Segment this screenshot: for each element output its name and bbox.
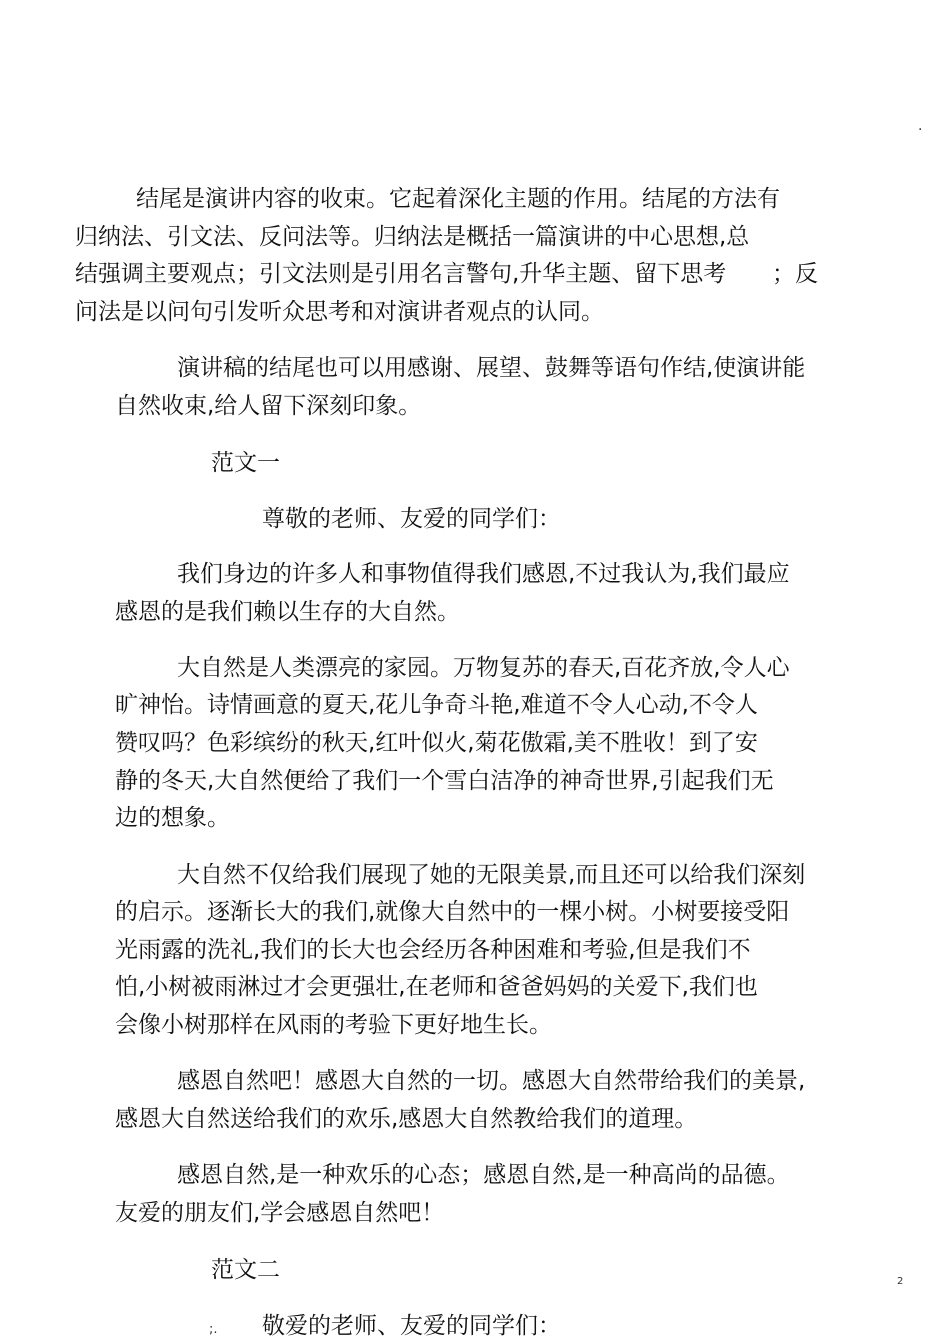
text-line: 旷神怡。诗情画意的夏天,花儿争奇斗艳,难道不令人心动,不令人 xyxy=(115,692,758,718)
text-line: 问法是以问句引发听众思考和对演讲者观点的认同。 xyxy=(75,299,604,325)
salutation: 敬爱的老师、友爱的同学们： xyxy=(262,1313,561,1339)
text-line: 感恩大自然送给我们的欢乐,感恩大自然教给我们的道理。 xyxy=(115,1106,698,1132)
text-line: 感恩的是我们赖以生存的大自然。 xyxy=(115,599,460,625)
margin-mark: ;. xyxy=(209,1322,218,1337)
text-line: 静的冬天,大自然便给了我们一个雪白洁净的神奇世界,引起我们无 xyxy=(115,768,774,794)
text-line: 结强调主要观点；引文法则是引用名言警句,升华主题、留下思考 xyxy=(75,261,727,287)
text-line: 自然收束,给人留下深刻印象。 xyxy=(115,393,422,419)
text-line: 光雨露的洗礼,我们的长大也会经历各种困难和考验,但是我们不 xyxy=(115,937,751,963)
section-heading: 范文一 xyxy=(211,450,280,476)
text-line: 边的想象。 xyxy=(115,805,230,831)
section-heading: 范文二 xyxy=(211,1257,280,1283)
text-line: 结尾是演讲内容的收束。它起着深化主题的作用。结尾的方法有 xyxy=(136,186,780,212)
text-line: 的启示。逐渐长大的我们,就像大自然中的一棵小树。小树要接受阳 xyxy=(115,899,790,925)
text-line: 友爱的朋友们,学会感恩自然吧！ xyxy=(115,1200,445,1226)
page-number: 2 xyxy=(897,1276,904,1287)
text-line: ；反 xyxy=(772,261,818,287)
text-line: 感恩自然吧！感恩大自然的一切。感恩大自然带给我们的美景, xyxy=(177,1068,806,1094)
text-line: 大自然是人类漂亮的家园。万物复苏的春天,百花齐放,令人心 xyxy=(177,655,790,681)
text-line: 怕,小树被雨淋过才会更强壮,在老师和爸爸妈妈的关爱下,我们也 xyxy=(115,974,758,1000)
text-line: 大自然不仅给我们展现了她的无限美景,而且还可以给我们深刻 xyxy=(177,862,806,888)
salutation: 尊敬的老师、友爱的同学们： xyxy=(262,506,561,532)
corner-mark: . xyxy=(918,118,923,134)
text-line: 感恩自然,是一种欢乐的心态；感恩自然,是一种高尚的品德。 xyxy=(177,1162,790,1188)
text-line: 归纳法、引文法、反问法等。归纳法是概括一篇演讲的中心思想,总 xyxy=(75,224,750,250)
text-line: 我们身边的许多人和事物值得我们感恩,不过我认为,我们最应 xyxy=(177,561,790,587)
text-line: 会像小树那样在风雨的考验下更好地生长。 xyxy=(115,1012,552,1038)
text-line: 赞叹吗？色彩缤纷的秋天,红叶似火,菊花傲霜,美不胜收！到了安 xyxy=(115,730,758,756)
text-line: 演讲稿的结尾也可以用感谢、展望、鼓舞等语句作结,使演讲能 xyxy=(177,355,806,381)
